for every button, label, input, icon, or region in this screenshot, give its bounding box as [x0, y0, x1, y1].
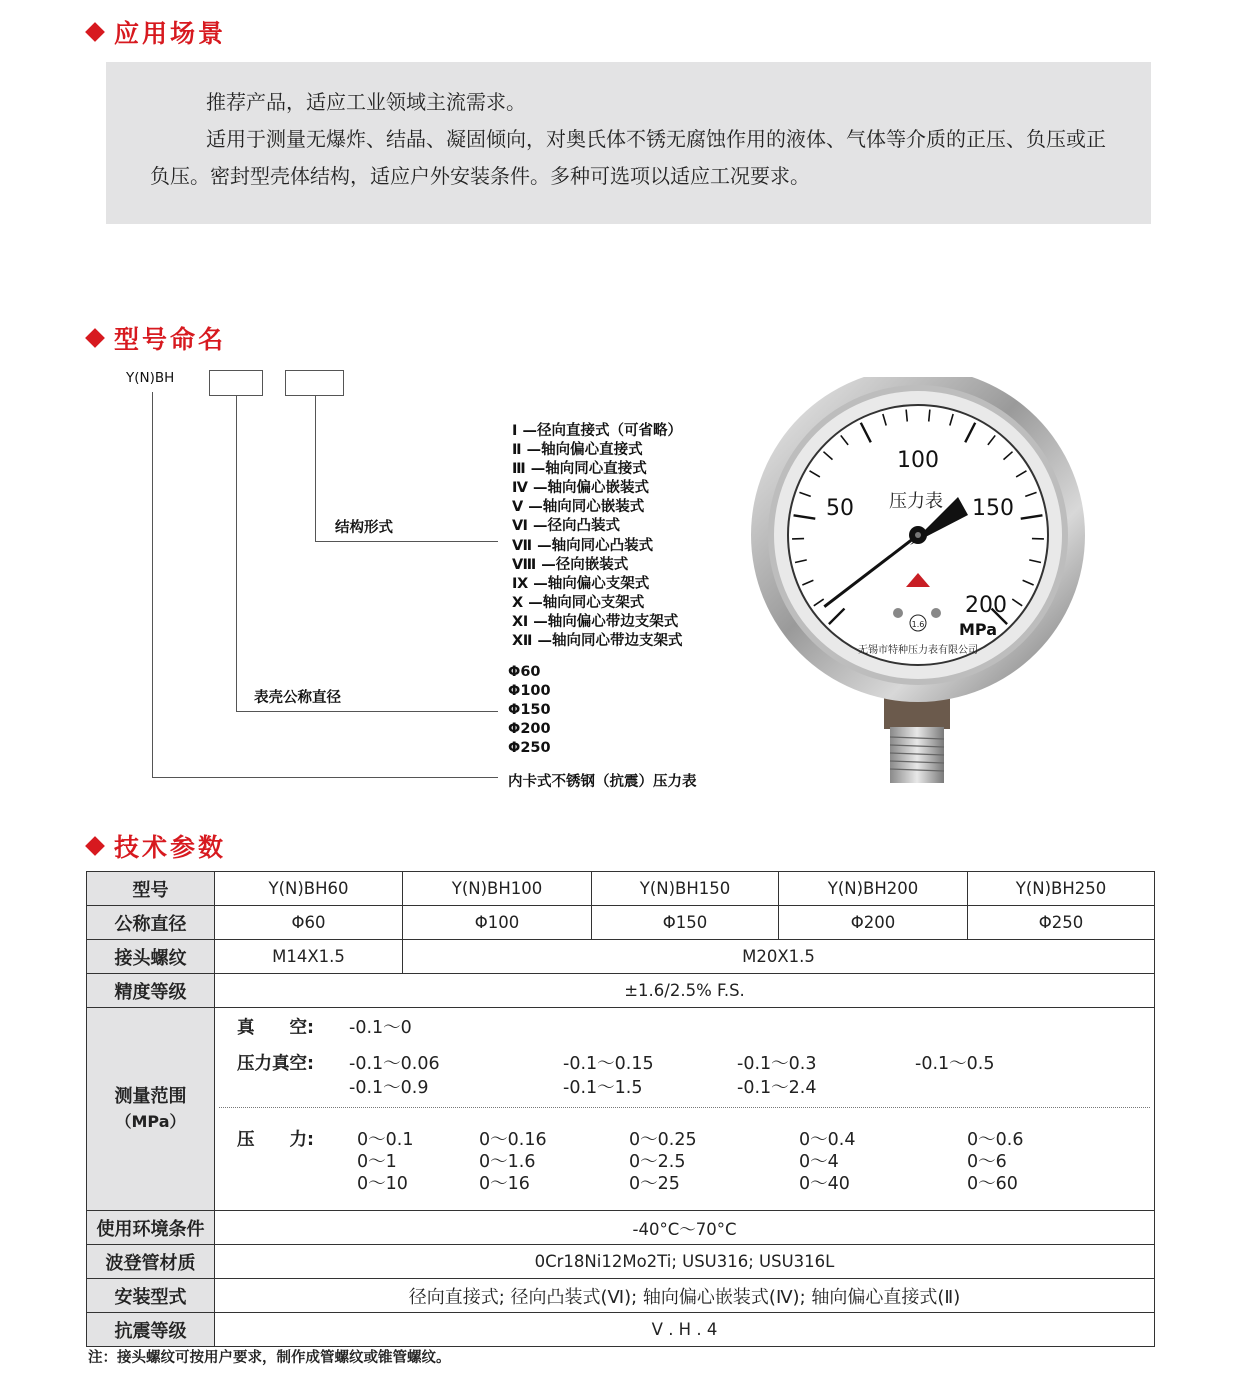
- list-item: Ⅱ —轴向偏心直接式: [512, 442, 643, 459]
- table-cell: 径向直接式; 径向凸装式(Ⅵ); 轴向偏心嵌装式(Ⅳ); 轴向偏心直接式(Ⅱ): [215, 1279, 1155, 1313]
- product-name: 内卡式不锈钢（抗震）压力表: [508, 774, 697, 790]
- row-label: 型号: [87, 872, 215, 906]
- range-value: 0～16: [479, 1174, 530, 1194]
- spec-table: [86, 871, 1155, 1347]
- list-item: Φ60: [508, 664, 541, 680]
- list-item: Ⅵ —径向凸装式: [512, 518, 620, 535]
- gauge-tick: [906, 410, 907, 422]
- table-row: [87, 1279, 1155, 1313]
- range-value: 0～0.1: [357, 1130, 414, 1150]
- range-value: -0.1～0: [349, 1018, 412, 1038]
- table-row: [87, 1245, 1155, 1279]
- structure-options: [512, 422, 682, 651]
- table-row: [87, 1313, 1155, 1347]
- connector-line: [236, 396, 237, 711]
- table-cell: Y(N)BH100: [403, 872, 592, 906]
- list-item: Ⅷ —径向嵌装式: [512, 556, 629, 573]
- gauge-title: 压力表: [889, 491, 943, 512]
- range-value: 0～4: [799, 1152, 839, 1172]
- range-value: 0～0.16: [479, 1130, 547, 1150]
- table-row: [87, 1211, 1155, 1245]
- table-cell: ±1.6/2.5% F.S.: [215, 974, 1155, 1008]
- table-cell: V . H . 4: [215, 1313, 1155, 1347]
- table-row: [87, 1008, 1155, 1211]
- row-label: 精度等级: [87, 974, 215, 1008]
- table-row: [87, 940, 1155, 974]
- gauge-maker: 无锡市特种压力表有限公司: [858, 645, 978, 656]
- range-value: 0～6: [967, 1152, 1007, 1172]
- table-row: [87, 906, 1155, 940]
- section-title-model: 型号命名: [84, 320, 226, 356]
- list-item: Ⅰ —径向直接式（可省略）: [512, 423, 682, 439]
- section-title-application: 应用场景: [84, 14, 226, 50]
- list-item: Ⅸ —轴向偏心支架式: [512, 575, 650, 592]
- intro-line-1: 推荐产品，适应工业领域主流需求。: [206, 90, 526, 114]
- range-value: -0.1～2.4: [737, 1078, 817, 1098]
- table-cell: Y(N)BH60: [215, 872, 403, 906]
- list-item: Ⅶ —轴向同心凸装式: [512, 537, 654, 554]
- divider: [219, 1107, 1150, 1108]
- range-value: -0.1～0.5: [915, 1054, 995, 1074]
- list-item: Ⅴ —轴向同心嵌装式: [512, 499, 645, 516]
- structure-code-box: [285, 370, 344, 396]
- scale-label: 150: [972, 496, 1014, 521]
- scale-label: 100: [897, 448, 939, 473]
- row-label: 测量范围 （MPa）: [87, 1008, 215, 1211]
- row-label: 接头螺纹: [87, 940, 215, 974]
- row-label: 抗震等级: [87, 1313, 215, 1347]
- row-label: 波登管材质: [87, 1245, 215, 1279]
- connector-line: [152, 777, 498, 778]
- range-value: 0～10: [357, 1174, 408, 1194]
- range-value: 0～0.4: [799, 1130, 856, 1150]
- diameter-options: [508, 663, 551, 758]
- diameter-code-box: [209, 370, 263, 396]
- range-value: -0.1～0.9: [349, 1078, 429, 1098]
- list-item: Φ100: [508, 683, 551, 699]
- range-value: 0～2.5: [629, 1152, 686, 1172]
- range-value: 0～1.6: [479, 1152, 536, 1172]
- row-label: 公称直径: [87, 906, 215, 940]
- pressure-label: 压 力:: [237, 1130, 314, 1150]
- list-item: Ⅻ —轴向同心带边支架式: [512, 633, 683, 650]
- row-label: 安装型式: [87, 1279, 215, 1313]
- table-cell: Φ60: [215, 906, 403, 940]
- table-cell: Y(N)BH150: [592, 872, 779, 906]
- range-value: 0～0.6: [967, 1130, 1024, 1150]
- table-row: [87, 872, 1155, 906]
- intro-line-2: 适用于测量无爆炸、结晶、凝固倾向，对奥氏体不锈无腐蚀作用的液体、气体等介质的正压、负压或正负压。密封型壳体结构，适应户外安装条件。多种可选项以适应工况要求。: [150, 127, 1106, 188]
- table-cell: M20X1.5: [403, 940, 1155, 974]
- list-item: Φ250: [508, 740, 551, 756]
- scale-label: 50: [826, 496, 854, 521]
- range-value: -0.1～0.15: [563, 1054, 654, 1074]
- accuracy-class-mark: 1.6: [911, 620, 925, 629]
- connector-line: [315, 541, 498, 542]
- diamond-bullet-icon: [85, 836, 105, 856]
- range-value: -0.1～0.3: [737, 1054, 817, 1074]
- list-item: Ⅳ —轴向偏心嵌装式: [512, 480, 649, 497]
- range-value: 0～1: [357, 1152, 397, 1172]
- range-value: -0.1～0.06: [349, 1054, 440, 1074]
- gauge-tick: [929, 410, 930, 422]
- list-item: Ⅲ —轴向同心直接式: [512, 461, 647, 478]
- table-cell: Φ150: [592, 906, 779, 940]
- table-cell: Φ200: [779, 906, 968, 940]
- pressure-gauge-image: [750, 377, 1086, 787]
- model-prefix: Y(N)BH: [126, 370, 175, 386]
- list-item: Ⅹ —轴向同心支架式: [512, 594, 645, 611]
- range-value: 0～40: [799, 1174, 850, 1194]
- vacuum-label: 真 空:: [237, 1018, 314, 1038]
- table-cell: Y(N)BH250: [968, 872, 1155, 906]
- footnote: 注：接头螺纹可按用户要求，制作成管螺纹或锥管螺纹。: [88, 1350, 451, 1366]
- table-cell: Y(N)BH200: [779, 872, 968, 906]
- diameter-label: 表壳公称直径: [254, 690, 341, 706]
- scale-label: 200: [965, 593, 1007, 618]
- list-item: Ⅺ —轴向偏心带边支架式: [512, 613, 679, 630]
- list-item: Φ150: [508, 702, 551, 718]
- gauge-unit: MPa: [958, 620, 998, 639]
- range-value: -0.1～1.5: [563, 1078, 643, 1098]
- range-value: 0～60: [967, 1174, 1018, 1194]
- table-cell: M14X1.5: [215, 940, 403, 974]
- connector-line: [152, 392, 153, 778]
- table-row: [87, 974, 1155, 1008]
- list-item: Φ200: [508, 721, 551, 737]
- table-cell: Φ100: [403, 906, 592, 940]
- connector-line: [236, 711, 498, 712]
- table-cell: 0Cr18Ni12Mo2Ti; USU316; USU316L: [215, 1245, 1155, 1279]
- range-cell: [215, 1008, 1155, 1211]
- section-title-tech: 技术参数: [84, 828, 226, 864]
- structure-label: 结构形式: [335, 520, 393, 536]
- range-value: 0～0.25: [629, 1130, 697, 1150]
- range-value: 0～25: [629, 1174, 680, 1194]
- table-cell: -40°C～70°C: [215, 1211, 1155, 1245]
- connector-line: [315, 396, 316, 542]
- table-cell: Φ250: [968, 906, 1155, 940]
- row-label: 使用环境条件: [87, 1211, 215, 1245]
- compound-label: 压力真空:: [237, 1054, 314, 1074]
